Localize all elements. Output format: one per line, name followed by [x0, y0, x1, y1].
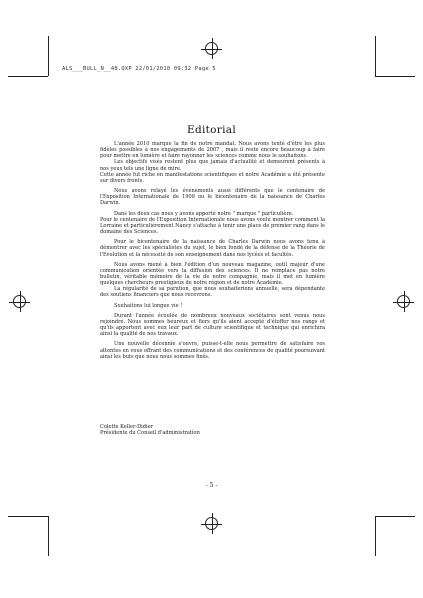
signature-name: Colette Keller-Didier: [100, 424, 154, 430]
signature-role: Présidente du Conseil d'administration: [100, 430, 200, 437]
crop-mark-bottom-right-v: [375, 516, 376, 556]
crop-mark-bottom-right-h: [375, 516, 415, 517]
signature-block: [100, 424, 200, 437]
paragraph: Pour le centenaire de l'Exposition Internationale nous avons voulu montrer comment la Lorraine et particulièrement Nancy s'attache à tenir une place de premier rang dans le domaine des Sciences.: [100, 216, 325, 236]
crop-mark-bottom-left-v: [48, 516, 49, 556]
paragraph: La régularité de sa parution, que nous souhaiterions annuelle, sera dépendante des soutiens financiers que nous recevrons.: [100, 286, 325, 299]
print-slug: ALS___BULL_N__48.QXP 22/01/2010 09:32 Page 5: [62, 66, 216, 72]
crop-mark-top-left-v: [48, 36, 49, 76]
paragraph: Pour le bicentenaire de la naissance de Charles Darwin nous avons tenu à démontrer avec les spécialistes du sujet, le bien fondé de la défense de la Théorie de l'Evolution et la nécessité de son enseignement dans nos lycées et facultés.: [100, 239, 325, 258]
crop-mark-top-right-h: [375, 76, 415, 77]
registration-mark-top: [205, 42, 218, 55]
crop-mark-top-left-h: [8, 76, 48, 77]
registration-mark-left: [13, 295, 26, 308]
crop-mark-top-right-v: [375, 36, 376, 76]
editorial-body: [100, 141, 325, 360]
crop-mark-bottom-left-h: [8, 516, 48, 517]
paragraph: Nous avons mené à bien l'édition d'un nouveau magazine, outil majeur d'une communication orientée vers la diffusion des sciences. Il ne remplace pas notre bulletin, véritable mémoire de la vie de notre compagnie, mais il met en lumière quelques chercheurs prestigieux de notre région et de notre Académie.: [100, 261, 325, 287]
paragraph: L'année 2010 marque la fin de notre mandat. Nous avons tenté d'être les plus fidèles possibles à nos engagements de 2007 , mais il reste encore beaucoup à faire pour mettre en lumière et faire rayonner les sciences comme nous le souhaitons.: [100, 141, 325, 160]
paragraph: Dans les deux cas nous y avons apporté notre " marque " particulière.: [114, 210, 294, 217]
paragraph: Durant l'année écoulée de nombreux nouveaux sociétaires sont venus nous rejoindre. Nous sommes heureux et fiers qu'ils aient accepté d'étoffer nos rangs et qu'ils apportent avec eux leur part de culture scientifique et technique qui enrichira ainsi la qualité de nos travaux.: [100, 312, 325, 338]
paragraph: Les objectifs visés restent plus que jamais d'actualité et demeurent présents à nos yeux tels une ligne de mire.: [100, 159, 325, 172]
paragraph: Souhaitons lui longue vie !: [114, 302, 183, 309]
paragraph: Nous avons relayé les événements aussi différents que le centenaire de l'Exposition Internationale de 1909 ou le bicentenaire de la naissance de Charles Darwin.: [100, 188, 325, 207]
registration-mark-bottom: [205, 517, 218, 530]
registration-mark-right: [397, 295, 410, 308]
paragraph: Cette année fut riche en manifestations scientifiques et notre Académie a été présente sur divers fronts.: [100, 171, 325, 184]
page-title: Editorial: [187, 124, 236, 136]
paragraph: Une nouvelle décennie s'ouvre, puisse-t-elle nous permettre de satisfaire vos attentes en vous offrant des communications et des conférences de qualité poursuivant ainsi les buts que nous nous sommes fixés.: [100, 341, 325, 360]
page-number: - 5 -: [205, 482, 218, 489]
